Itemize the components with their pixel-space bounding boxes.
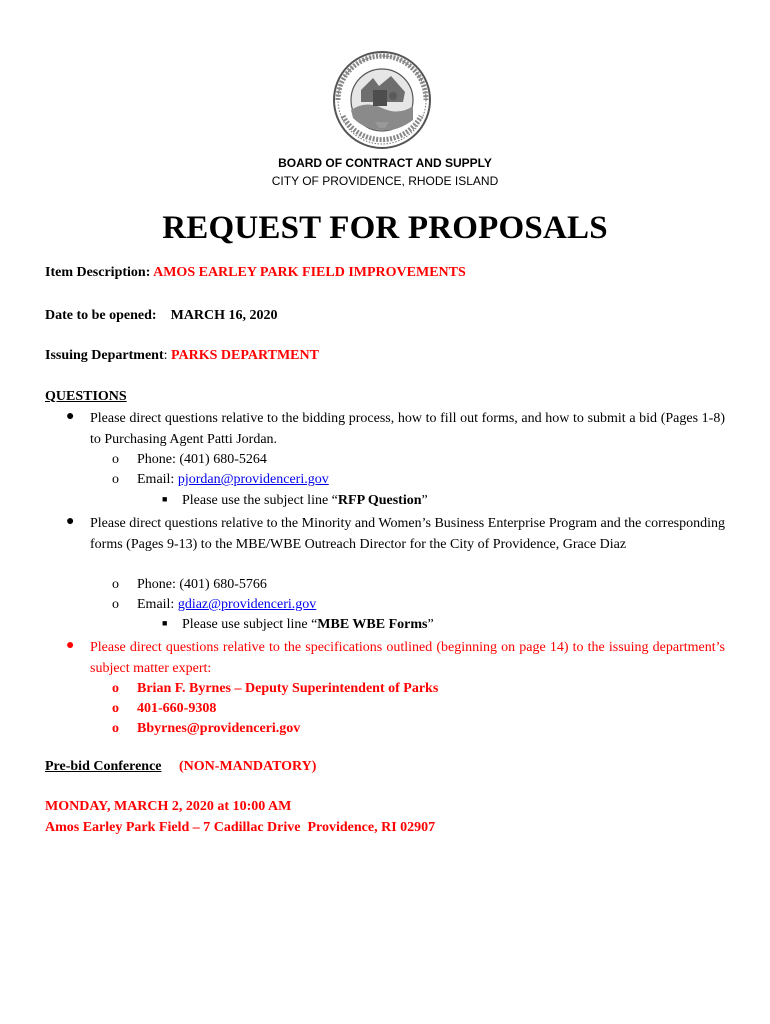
question-3-text: Please direct questions relative to the specifications outlined (beginning on page 14) to the issuing department’s subject matter expert: — [90, 640, 725, 676]
question-3-contact-email-text: Bbyrnes@providenceri.gov — [137, 721, 301, 736]
city-seal-logo — [321, 50, 443, 150]
date-opened-line — [45, 308, 278, 324]
question-2-text: Please direct questions relative to the Minority and Women’s Business Enterprise Program and the corresponding forms (Pages 9-13) to the MBE/WBE Outreach Director for the City of Providence, Grace Diaz — [90, 516, 725, 552]
question-2-subject-prefix: Please use subject line “ — [182, 617, 318, 632]
question-2-subject: MBE WBE Forms — [317, 617, 428, 632]
question-3-contact-name: o Brian F. Byrnes – Deputy Superintendent of Parks — [112, 681, 439, 696]
issuing-department-label: Issuing Department — [45, 348, 164, 363]
city-name: CITY OF PROVIDENCE, RHODE ISLAND — [271, 174, 499, 188]
question-1-subject-prefix: Please use the subject line “ — [182, 493, 338, 508]
question-2-subject-suffix: ” — [427, 617, 434, 632]
prebid-note: (NON-MANDATORY) — [179, 759, 317, 774]
question-3-contact-name-text: Brian F. Byrnes – Deputy Superintendent of Parks — [137, 681, 439, 696]
question-1-email-label: Email: — [137, 472, 175, 487]
question-1-text: Please direct questions relative to the bidding process, how to fill out forms, and how to submit a bid (Pages 1-8) to Purchasing Agent Patti Jordan. — [90, 411, 725, 447]
question-2-phone: o Phone: (401) 680-5766 — [112, 577, 267, 592]
board-name: BOARD OF CONTRACT AND SUPPLY — [278, 156, 492, 170]
bullet-icon: ● — [66, 638, 75, 653]
page-title: REQUEST FOR PROPOSALS — [162, 210, 608, 246]
item-description-label: Item Description: — [45, 265, 151, 280]
item-description-value: AMOS EARLEY PARK FIELD IMPROVEMENTS — [153, 265, 466, 280]
question-2-phone-text: Phone: (401) 680-5766 — [137, 577, 267, 592]
question-1-subject-suffix: ” — [421, 493, 428, 508]
prebid-location: Amos Earley Park Field – 7 Cadillac Drive Providence, RI 02907 — [45, 820, 436, 835]
date-opened-label: Date to be opened: — [45, 308, 157, 323]
question-3-contact-phone-text: 401-660-9308 — [137, 701, 217, 716]
prebid-datetime: MONDAY, MARCH 2, 2020 at 10:00 AM — [45, 799, 292, 814]
question-3-contact-phone: o 401-660-9308 — [112, 701, 217, 716]
prebid-line — [45, 759, 316, 775]
question-1-subject-line: ■ Please use the subject line “RFP Question” — [162, 493, 428, 508]
question-2-email: o Email: gdiaz@providenceri.gov — [112, 597, 317, 612]
questions-heading: QUESTIONS — [45, 389, 127, 404]
item-description-line — [45, 265, 466, 281]
question-1-phone: o Phone: (401) 680-5264 — [112, 452, 267, 467]
question-2-email-label: Email: — [137, 597, 175, 612]
issuing-department-line — [45, 348, 319, 364]
question-1-subject: RFP Question — [337, 493, 422, 508]
issuing-department-value: PARKS DEPARTMENT — [171, 348, 319, 363]
issuing-department-sep: : — [163, 348, 168, 363]
bullet-icon: ● — [66, 409, 75, 424]
question-1-phone-text: Phone: (401) 680-5264 — [137, 452, 267, 467]
question-3-contact-email: o Bbyrnes@providenceri.gov — [112, 721, 301, 736]
bullet-icon: ● — [66, 514, 75, 529]
question-2-email-link[interactable]: gdiaz@providenceri.gov — [177, 597, 317, 612]
question-2-subject-line: ■ Please use subject line “MBE WBE Forms” — [162, 617, 434, 632]
question-1-email-link[interactable]: pjordan@providenceri.gov — [177, 472, 329, 487]
date-opened-value: MARCH 16, 2020 — [170, 308, 278, 323]
question-1-email: o Email: pjordan@providenceri.gov — [112, 472, 329, 487]
prebid-label: Pre-bid Conference — [45, 759, 162, 774]
